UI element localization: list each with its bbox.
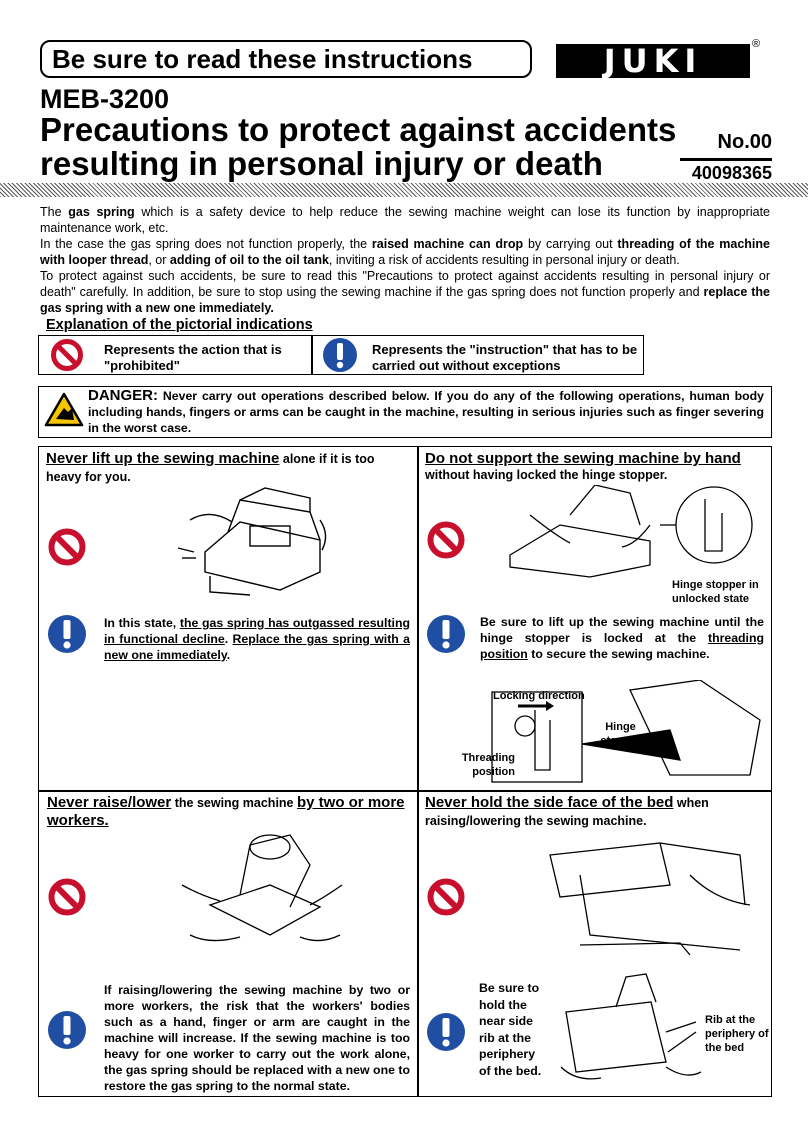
- prohibited-icon: [47, 877, 87, 917]
- instruction-icon: [47, 1010, 87, 1050]
- danger-text: [88, 388, 764, 436]
- instruction-icon: [426, 614, 466, 654]
- hinge-stopper-unlocked-callout: Hinge stopper in unlocked state: [672, 579, 759, 605]
- instruction-icon: [47, 614, 87, 654]
- locking-direction-label: Locking direction: [493, 690, 585, 702]
- page-title: [40, 113, 676, 181]
- intro-paragraph-3: To protect against such accidents, be sure to read this "Precautions to protect against accidents resulting in personal injury or death" carefully. In addition, be sure to stop using the sewing machine if the gas spring does not function properly and replace the gas spring with a new one immediately.: [40, 269, 770, 315]
- panel-2-instruction: Be sure to lift up the sewing machine until the hinge stopper is locked at the threading position to secure the sewing machine.: [480, 615, 764, 661]
- registered-mark: ®: [752, 38, 761, 50]
- warning-triangle-icon: [44, 392, 84, 428]
- danger-label: DANGER:: [88, 387, 158, 404]
- model-name: MEB-3200: [40, 84, 170, 114]
- instruction-icon: [322, 337, 358, 373]
- panel-4-instruction: Be sure to hold the near side rib at the periphery of the bed.: [479, 981, 542, 1078]
- intro-paragraph-1: The gas spring which is a safety device to help reduce the sewing machine weight can lose its function by inappropriate maintenance work, etc.: [40, 205, 770, 235]
- illustration-two-workers: [170, 825, 350, 955]
- danger-message: Never carry out operations described below. If you do any of the following operations, human body including hands, fingers or arms can be caught in the machine, resulting in serious injuries such as finger severing in the worst case.: [88, 389, 764, 435]
- instruction-legend-text: Represents the "instruction" that has to be carried out without exceptions: [372, 342, 638, 373]
- threading-position-label: Threading position: [461, 752, 515, 778]
- prohibited-icon: [426, 520, 466, 560]
- panel-3-instruction: If raising/lowering the sewing machine by two or more workers, the risk that the workers' bodies such as a hand, finger or arm are caught in the machine will increase. If the sewing machine is too heavy for one worker to carry out the work alone, the gas spring should be replaced with a new one to restore the gas spring to the normal state.: [104, 983, 410, 1093]
- prohibited-icon: [426, 877, 466, 917]
- document-number: 40098365: [680, 158, 772, 184]
- intro-text: [40, 204, 770, 316]
- hinge-stopper-label: Hinge stopper: [600, 721, 641, 747]
- intro-paragraph-2: In the case the gas spring does not function properly, the raised machine can drop by carrying out threading of the machine with looper thread, or adding of oil to the oil tank, inviting a risk of accidents resulting in personal injury or death.: [40, 237, 770, 267]
- prohibited-icon: [50, 338, 84, 372]
- rib-periphery-callout: Rib at the periphery of the bed: [705, 1014, 769, 1054]
- panel-2-title-main: Do not support the sewing machine by hand: [425, 450, 741, 467]
- revision-number: No.00: [717, 131, 772, 153]
- prohibited-icon: [47, 527, 87, 567]
- illustration-hold-rib: [556, 972, 706, 1087]
- explanation-heading: Explanation of the pictorial indications: [46, 317, 313, 333]
- illustration-side-face: [540, 835, 765, 960]
- page-title-line-2: resulting in personal injury or death: [40, 145, 603, 182]
- panel-2-title: Do not support the sewing machine by hand without having locked the hinge stopper.: [425, 450, 767, 482]
- panel-1-title-main: Never lift up the sewing machine: [46, 450, 280, 467]
- panel-1-instruction: In this state, the gas spring has outgassed resulting in functional decline. Replace the gas spring with a new one immediately.: [104, 616, 410, 662]
- panel-1-title: Never lift up the sewing machine alone if it is too heavy for you.: [46, 450, 375, 484]
- instruction-icon: [426, 1012, 466, 1052]
- prohibited-legend-text: Represents the action that is "prohibited": [104, 342, 282, 373]
- read-instructions-banner: Be sure to read these instructions: [40, 40, 532, 78]
- page-title-line-1: Precautions to protect against accidents: [40, 111, 677, 148]
- panel-4-title: Never hold the side face of the bed when raising/lowering the sewing machine.: [425, 794, 709, 828]
- illustration-support-by-hand: [500, 485, 770, 580]
- brand-logo-text: JUKI: [603, 42, 703, 80]
- hatched-divider: [0, 183, 808, 197]
- panel-3-title: Never raise/lower the sewing machine by two or more workers.: [47, 794, 405, 829]
- illustration-lifting-alone: [170, 480, 340, 600]
- brand-logo: [556, 44, 750, 78]
